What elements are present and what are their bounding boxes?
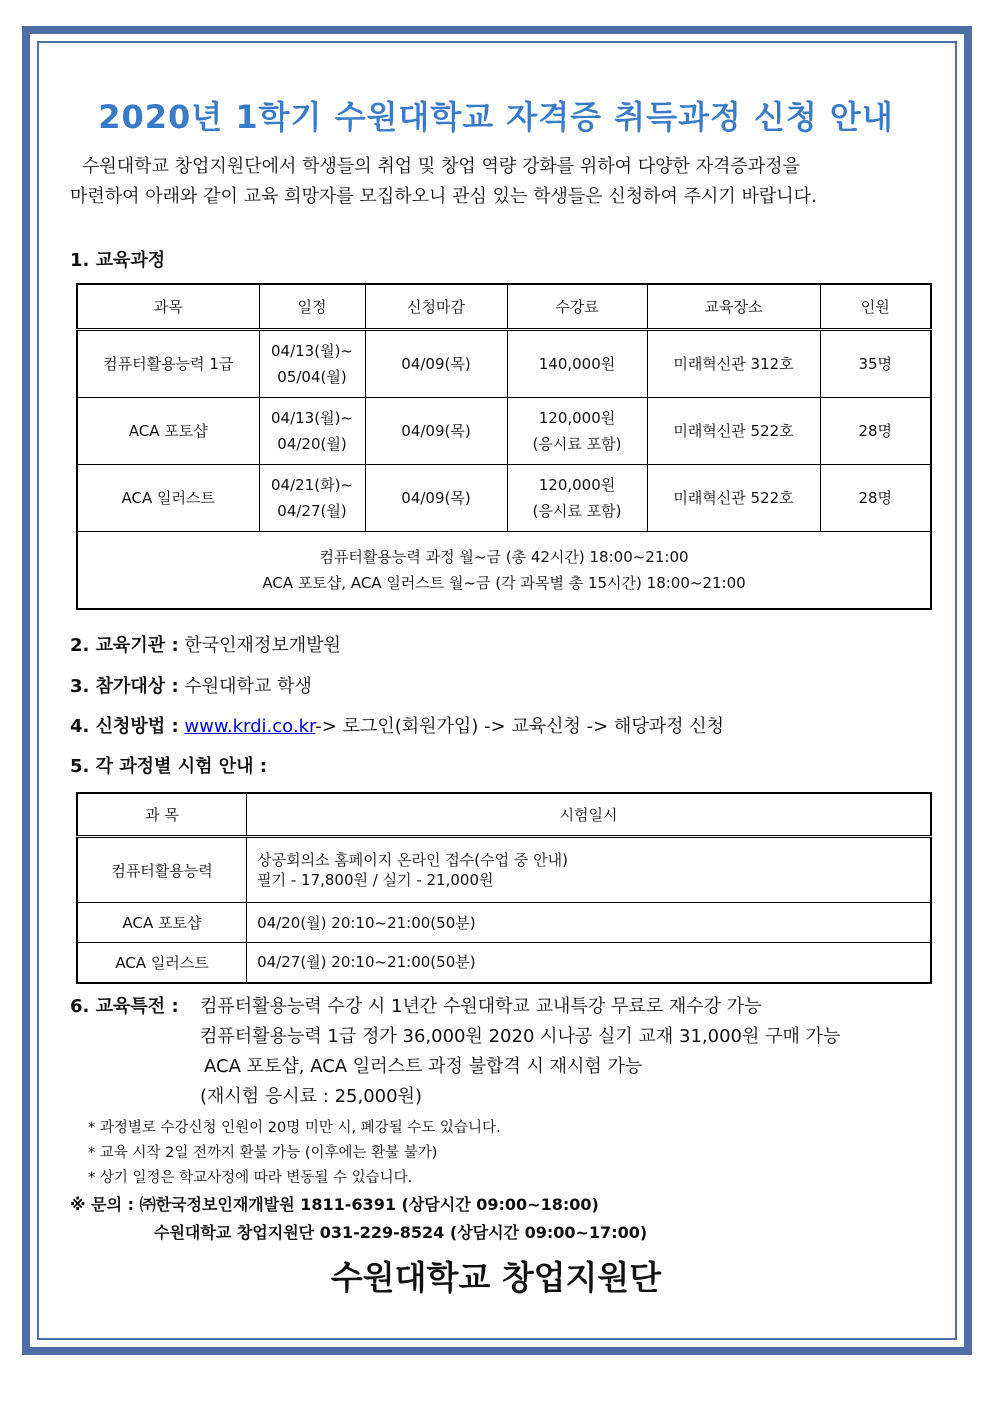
cell-deadline: 04/09(목) [365,465,507,532]
cell-count: 35명 [820,330,931,398]
cell-deadline: 04/09(목) [365,330,507,398]
section-6 [70,992,841,1107]
section-4-label: 4. 신청방법 : [70,716,179,737]
benefit-line-3: ACA 포토샵, ACA 일러스트 과정 불합격 시 재시험 가능 [204,1056,643,1077]
header-count: 인원 [820,284,931,330]
notes-list [88,1116,501,1191]
section-6-label: 6. 교육특전 : [70,996,179,1017]
header-place: 교육장소 [647,284,820,330]
cell-deadline: 04/09(목) [365,398,507,465]
course-table [76,283,932,610]
schedule-note-2: ACA 포토샵, ACA 일러스트 월~금 (각 과목별 총 15시간) 18:00~21:00 [262,574,746,592]
cell-place: 미래혁신관 522호 [647,398,820,465]
exam-header-subject: 과 목 [77,793,247,837]
exam-info: 상공회의소 홈페이지 온라인 접수(수업 중 안내) 필기 - 17,800원 / 실기 - 21,000원 [247,837,931,903]
cell-schedule: 04/21(화)~ 04/27(월) [259,465,365,532]
course-table-header [77,284,931,330]
krdi-link[interactable]: www.krdi.co.kr [184,716,316,737]
table-row [77,903,931,943]
exam-table [76,792,932,984]
cell-schedule: 04/13(월)~ 05/04(월) [259,330,365,398]
cell-count: 28명 [820,398,931,465]
intro-paragraph [70,152,925,212]
exam-table-header [77,793,931,837]
intro-line-1: 수원대학교 창업지원단에서 학생들의 취업 및 창업 역량 강화를 위하여 다양한 자격증과정을 [82,156,800,177]
schedule-note-row [77,532,931,610]
cell-place: 미래혁신관 312호 [647,330,820,398]
table-row [77,943,931,983]
note-item: * 교육 시작 2일 전까지 환불 가능 (이후에는 환불 불가) [88,1145,438,1161]
table-row [77,330,931,398]
benefit-line-4: (재시험 응시료 : 25,000원) [200,1086,422,1107]
cell-fee: 120,000원 (응시료 포함) [507,398,647,465]
table-row [77,837,931,903]
exam-header-datetime: 시험일시 [247,793,931,837]
header-subject: 과목 [77,284,259,330]
benefit-lines [200,992,930,1112]
cell-subject: 컴퓨터활용능력 1급 [77,330,259,398]
table-row [77,465,931,532]
exam-info: 04/27(월) 20:10~21:00(50분) [247,943,931,983]
cell-subject: ACA 일러스트 [77,465,259,532]
cell-fee: 140,000원 [507,330,647,398]
note-item: * 과정별로 수강신청 인원이 20명 미만 시, 폐강될 수도 있습니다. [88,1120,501,1136]
cell-fee: 120,000원 (응시료 포함) [507,465,647,532]
note-item: * 상기 일정은 학교사정에 따라 변동될 수 있습니다. [88,1170,413,1186]
header-schedule: 일정 [259,284,365,330]
cell-schedule: 04/13(월)~ 04/20(월) [259,398,365,465]
contact-line-2: 수원대학교 창업지원단 031-229-8524 (상담시간 09:00~17:00) [154,1223,648,1242]
section-5-heading: 5. 각 과정별 시험 안내 : [70,756,267,777]
section-2-value: 한국인재정보개발원 [184,635,341,656]
contact-line-1: ※ 문의 : ㈜한국정보인재개발원 1811-6391 (상담시간 09:00~18:00) [70,1195,599,1214]
exam-subject: 컴퓨터활용능력 [77,837,247,903]
table-row [77,398,931,465]
section-3 [70,672,312,698]
exam-info: 04/20(월) 20:10~21:00(50분) [247,903,931,943]
section-3-value: 수원대학교 학생 [184,676,312,697]
schedule-note-1: 컴퓨터활용능력 과정 월~금 (총 42시간) 18:00~21:00 [319,548,689,566]
cell-subject: ACA 포토샵 [77,398,259,465]
benefit-line-2: 컴퓨터활용능력 1급 정가 36,000원 2020 시나공 실기 교재 31,000원 구매 가능 [200,1026,841,1047]
header-deadline: 신청마감 [365,284,507,330]
section-2-label: 2. 교육기관 : [70,635,179,656]
exam-subject: ACA 일러스트 [77,943,247,983]
cell-place: 미래혁신관 522호 [647,465,820,532]
section-3-label: 3. 참가대상 : [70,676,179,697]
section-4 [70,712,724,738]
section-2 [70,631,341,657]
benefit-line-1: 컴퓨터활용능력 수강 시 1년간 수원대학교 교내특강 무료로 재수강 가능 [200,996,762,1017]
section-1-heading: 1. 교육과정 [70,250,166,271]
exam-subject: ACA 포토샵 [77,903,247,943]
footer-organization: 수원대학교 창업지원단 [330,1258,662,1297]
section-4-value: -> 로그인(회원가입) -> 교육신청 -> 해당과정 신청 [315,716,724,737]
cell-count: 28명 [820,465,931,532]
schedule-note [77,532,931,610]
document-title: 2020년 1학기 수원대학교 자격증 취득과정 신청 안내 [98,98,894,136]
intro-line-2: 마련하여 아래와 같이 교육 희망자를 모집하오니 관심 있는 학생들은 신청하여 주시기 바랍니다. [70,186,817,207]
header-fee: 수강료 [507,284,647,330]
